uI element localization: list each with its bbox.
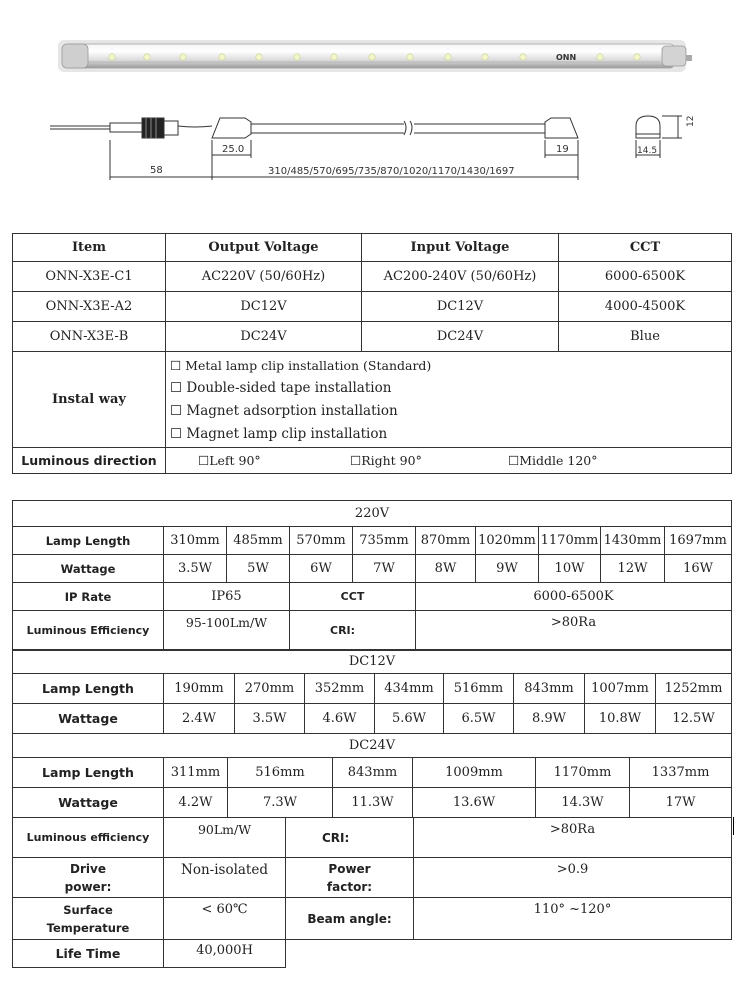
wattage-label: Wattage (13, 788, 164, 818)
luminous-efficiency-label: Luminous efficiency (13, 818, 164, 858)
table-row (13, 292, 732, 322)
section-dc12v-title: DC12V (13, 650, 732, 674)
wattage-cell: 2.4W (164, 704, 235, 734)
wattage-cell: 11.3W (333, 788, 413, 818)
output-cell: DC12V (166, 292, 362, 322)
drive-power-value: Non-isolated (164, 858, 286, 898)
dim-profile-h: 12 (686, 115, 696, 127)
lamp-length-label: Lamp Length (13, 527, 164, 555)
wattage-cell: 10W (539, 555, 601, 583)
wattage-cell: 16W (665, 555, 732, 583)
wattage-cell: 8W (416, 555, 476, 583)
length-cell: 843mm (333, 758, 413, 788)
ip-rate-label: IP Rate (13, 583, 164, 611)
luminous-efficiency-value: 90Lm/W (164, 818, 286, 858)
dim-end-right: 19 (556, 144, 569, 155)
wattage-cell: 13.6W (413, 788, 536, 818)
table-row (13, 527, 732, 555)
length-cell: 1007mm (585, 674, 656, 704)
table-row (13, 788, 732, 818)
dim-lengths: 310/485/570/695/735/870/1020/1170/1430/1697 (268, 166, 515, 177)
length-cell: 516mm (444, 674, 514, 704)
beam-angle-label: Beam angle: (286, 898, 414, 940)
length-cell: 1009mm (413, 758, 536, 788)
model-cell: ONN-X3E-C1 (13, 262, 166, 292)
power-factor-value: >0.9 (414, 858, 732, 898)
input-cell: AC200-240V (50/60Hz) (362, 262, 559, 292)
output-cell: DC24V (166, 322, 362, 352)
direction-left[interactable]: ☐Left 90° (198, 453, 261, 468)
cct-cell: 6000-6500K (559, 262, 732, 292)
surface-temperature-value: < 60℃ (164, 898, 286, 940)
dim-profile-w: 14.5 (637, 146, 658, 156)
wattage-cell: 6.5W (444, 704, 514, 734)
length-cell: 434mm (375, 674, 444, 704)
wattage-cell: 5.6W (375, 704, 444, 734)
lamp-photo (58, 40, 692, 72)
table-row (13, 758, 732, 788)
direction-middle[interactable]: ☐Middle 120° (508, 453, 598, 468)
cri-label: CRI: (286, 818, 414, 858)
input-cell: DC24V (362, 322, 559, 352)
product-label: ONN (556, 53, 577, 62)
ip-rate-value: IP65 (164, 583, 290, 611)
table-row (13, 262, 732, 292)
spec-220v-table (12, 500, 732, 651)
length-cell: 310mm (164, 527, 227, 555)
empty-cell (286, 940, 414, 968)
surface-temperature-label: Surface Temperature (13, 898, 164, 940)
install-way-label: Instal way (13, 352, 166, 448)
direction-options (166, 448, 732, 474)
spec-dc24v-table (12, 733, 732, 818)
length-cell: 843mm (514, 674, 585, 704)
header-input-voltage: Input Voltage (362, 234, 559, 262)
model-table (12, 233, 732, 474)
header-item: Item (13, 234, 166, 262)
luminous-efficiency-label: Luminous Efficiency (13, 611, 164, 651)
spec-dc12v-table (12, 649, 732, 734)
dim-end-left: 25.0 (222, 144, 245, 155)
wattage-cell: 10.8W (585, 704, 656, 734)
length-cell: 1252mm (656, 674, 732, 704)
section-220v-title: 220V (13, 501, 732, 527)
wattage-cell: 4.2W (164, 788, 228, 818)
wattage-cell: 4.6W (305, 704, 375, 734)
length-cell: 190mm (164, 674, 235, 704)
length-cell: 311mm (164, 758, 228, 788)
output-cell: AC220V (50/60Hz) (166, 262, 362, 292)
wattage-cell: 8.9W (514, 704, 585, 734)
wattage-cell: 3.5W (235, 704, 305, 734)
install-option-magnet-clip[interactable]: ☐ Magnet lamp clip installation (170, 425, 388, 442)
wattage-cell: 14.3W (536, 788, 630, 818)
header-output-voltage: Output Voltage (166, 234, 362, 262)
lamp-length-label: Lamp Length (13, 758, 164, 788)
length-cell: 1430mm (601, 527, 665, 555)
wattage-cell: 7.3W (228, 788, 333, 818)
direction-right[interactable]: ☐Right 90° (350, 453, 422, 468)
input-cell: DC12V (362, 292, 559, 322)
life-time-label: Life Time (13, 940, 164, 968)
install-option-tape[interactable]: ☐ Double-sided tape installation (170, 379, 392, 396)
length-cell: 1020mm (476, 527, 539, 555)
life-time-value: 40,000H (164, 940, 286, 968)
luminous-direction-label: Luminous direction (13, 448, 166, 474)
cri-label: CRI: (290, 611, 416, 651)
wattage-label: Wattage (13, 704, 164, 734)
install-option-metal-clip[interactable]: ☐ Metal lamp clip installation (Standard) (170, 357, 432, 373)
length-cell: 516mm (228, 758, 333, 788)
length-cell: 270mm (235, 674, 305, 704)
drive-power-label: Drive power: (13, 858, 164, 898)
cct-cell: 4000-4500K (559, 292, 732, 322)
wattage-cell: 7W (353, 555, 416, 583)
product-drawing (0, 0, 750, 200)
wattage-cell: 9W (476, 555, 539, 583)
section-dc24v-title: DC24V (13, 734, 732, 758)
cct-cell: Blue (559, 322, 732, 352)
wattage-cell: 3.5W (164, 555, 227, 583)
table-row (13, 322, 732, 352)
luminous-efficiency-value: 95-100Lm/W (164, 611, 290, 651)
model-cell: ONN-X3E-B (13, 322, 166, 352)
length-cell: 352mm (305, 674, 375, 704)
length-cell: 735mm (353, 527, 416, 555)
dim-cable: 58 (150, 165, 163, 176)
wattage-label: Wattage (13, 555, 164, 583)
lamp-length-label: Lamp Length (13, 674, 164, 704)
length-cell: 1337mm (630, 758, 732, 788)
wattage-cell: 5W (227, 555, 290, 583)
empty-cell (414, 940, 732, 968)
table-row (13, 555, 732, 583)
edge-mark (733, 817, 734, 835)
length-cell: 485mm (227, 527, 290, 555)
cct-label: CCT (290, 583, 416, 611)
table-row (13, 674, 732, 704)
length-cell: 570mm (290, 527, 353, 555)
header-cct: CCT (559, 234, 732, 262)
cct-value: 6000-6500K (416, 583, 732, 611)
install-option-magnet[interactable]: ☐ Magnet adsorption installation (170, 402, 398, 419)
install-options (166, 352, 732, 448)
length-cell: 870mm (416, 527, 476, 555)
spec-common-table (12, 817, 732, 968)
beam-angle-value: 110° ~120° (414, 898, 732, 940)
cri-value: >80Ra (414, 818, 732, 858)
power-factor-label: Power factor: (286, 858, 414, 898)
wattage-cell: 12.5W (656, 704, 732, 734)
model-cell: ONN-X3E-A2 (13, 292, 166, 322)
table-row (13, 704, 732, 734)
length-cell: 1170mm (539, 527, 601, 555)
length-cell: 1170mm (536, 758, 630, 788)
cri-value: >80Ra (416, 611, 732, 651)
wattage-cell: 17W (630, 788, 732, 818)
length-cell: 1697mm (665, 527, 732, 555)
wattage-cell: 6W (290, 555, 353, 583)
wattage-cell: 12W (601, 555, 665, 583)
